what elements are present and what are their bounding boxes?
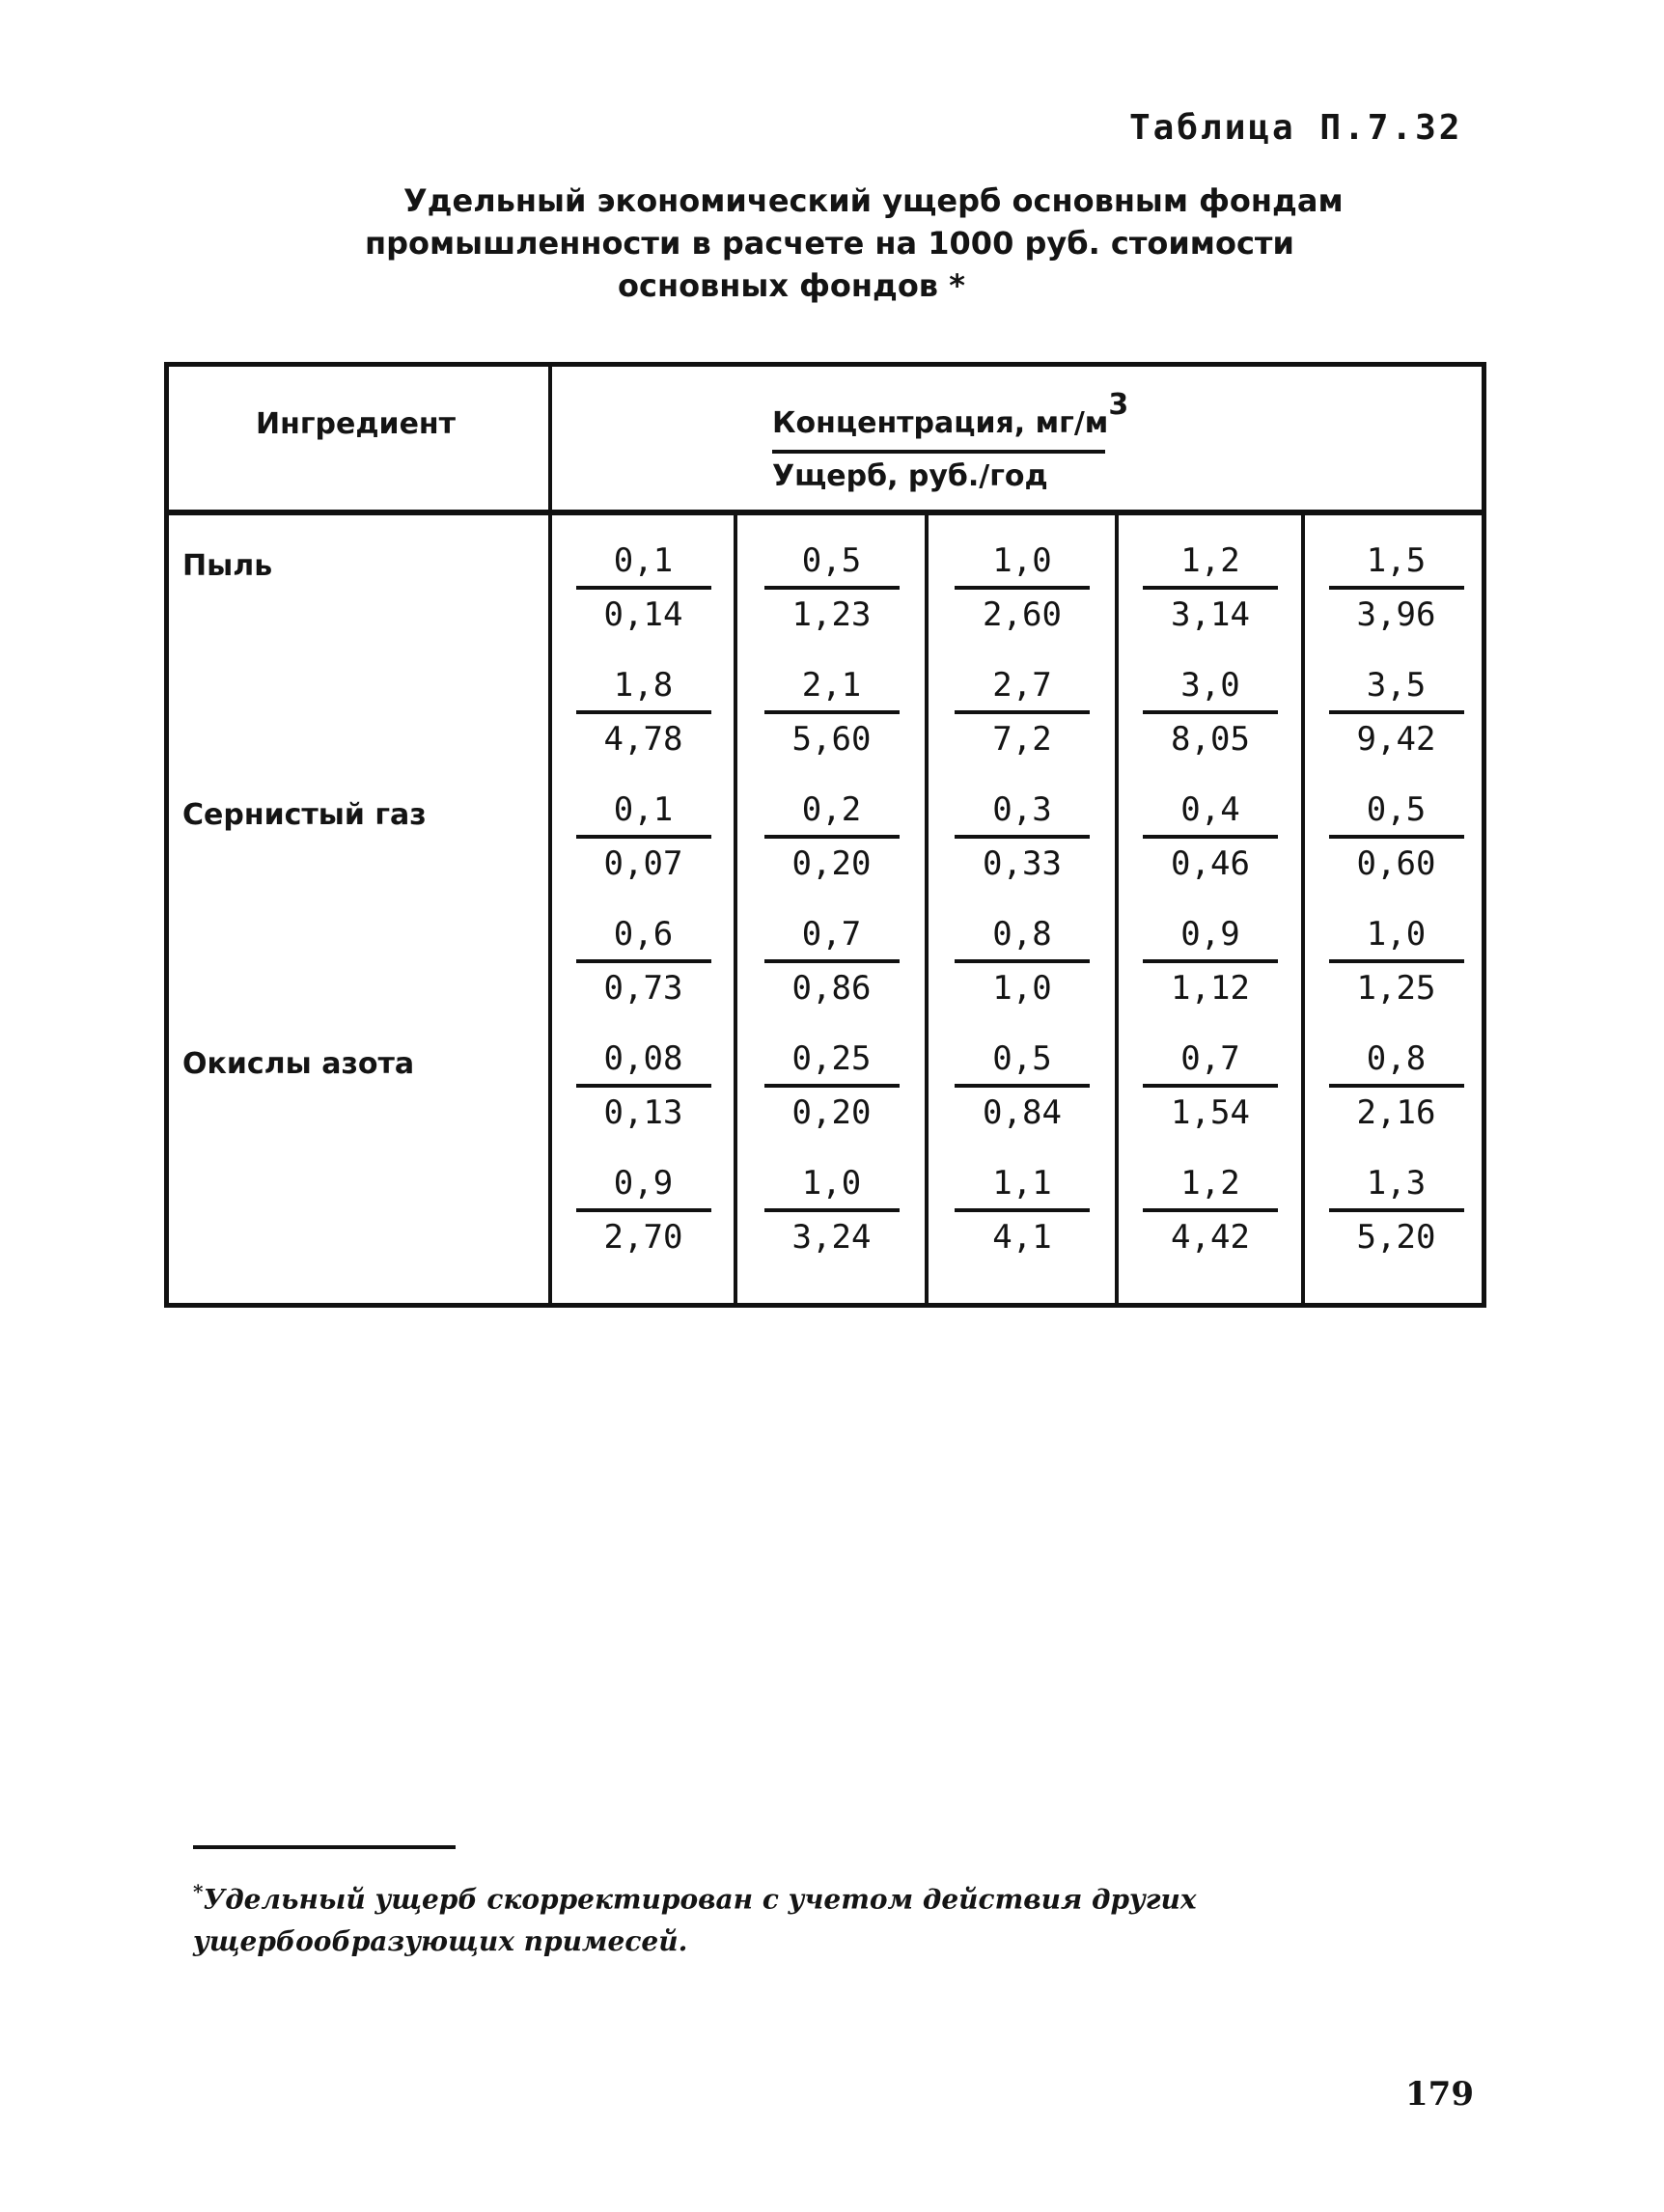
fraction-cell xyxy=(955,790,1090,914)
footnote-text: Удельный ущерб скорректирован с учетом действия других ущербообразующих примесей. xyxy=(193,1883,1197,1958)
damage-value: 9,42 xyxy=(1356,720,1436,759)
fraction-bar xyxy=(1143,1084,1278,1088)
fraction-cell xyxy=(1143,1039,1278,1163)
column-divider xyxy=(548,367,552,1303)
fraction-cell xyxy=(955,1164,1090,1287)
header-fraction-bar xyxy=(772,450,1105,454)
damage-value: 1,23 xyxy=(791,595,872,634)
fraction-cell xyxy=(1143,666,1278,789)
fraction-cell xyxy=(1143,541,1278,665)
concentration-value: 0,6 xyxy=(613,915,674,954)
fraction-cell xyxy=(1143,1164,1278,1287)
concentration-value: 0,08 xyxy=(603,1039,683,1078)
fraction-bar xyxy=(1143,710,1278,714)
damage-value: 2,16 xyxy=(1356,1093,1436,1132)
damage-value: 0,13 xyxy=(603,1093,683,1132)
concentration-value: 0,9 xyxy=(1180,915,1240,954)
fraction-cell xyxy=(764,790,900,914)
damage-value: 3,14 xyxy=(1171,595,1250,634)
fraction-bar xyxy=(764,959,900,963)
concentration-value: 0,2 xyxy=(801,790,862,829)
fraction-cell xyxy=(955,1039,1090,1163)
fraction-cell xyxy=(764,1164,900,1287)
fraction-cell xyxy=(1329,1164,1464,1287)
damage-value: 1,54 xyxy=(1171,1093,1250,1132)
header-concentration-text: Концентрация, мг/м xyxy=(772,406,1109,440)
ingredient-label: Окислы азота xyxy=(182,1047,415,1081)
fraction-bar xyxy=(1143,1208,1278,1212)
footnote xyxy=(193,1870,1448,1963)
concentration-value: 0,5 xyxy=(1366,790,1427,829)
fraction-cell xyxy=(576,666,711,789)
column-divider xyxy=(734,515,737,1303)
fraction-cell xyxy=(576,915,711,1038)
concentration-value: 2,1 xyxy=(801,666,862,705)
column-divider xyxy=(925,515,929,1303)
fraction-bar xyxy=(955,959,1090,963)
damage-value: 3,24 xyxy=(791,1218,872,1257)
fraction-bar xyxy=(955,586,1090,590)
header-ingredient: Ингредиент xyxy=(256,407,457,441)
concentration-value: 1,2 xyxy=(1180,541,1240,580)
damage-value: 0,20 xyxy=(791,1093,872,1132)
fraction-cell xyxy=(955,541,1090,665)
footnote-marker: * xyxy=(193,1880,204,1903)
concentration-value: 1,0 xyxy=(992,541,1052,580)
damage-value: 1,25 xyxy=(1356,969,1436,1008)
concentration-value: 0,8 xyxy=(1366,1039,1427,1078)
fraction-cell xyxy=(764,1039,900,1163)
fraction-cell xyxy=(764,666,900,789)
table-number: Таблица П.7.32 xyxy=(1129,108,1463,148)
fraction-bar xyxy=(1329,835,1464,839)
damage-value: 4,1 xyxy=(992,1218,1052,1257)
damage-value: 0,46 xyxy=(1171,844,1250,883)
fraction-cell xyxy=(1329,915,1464,1038)
concentration-value: 1,3 xyxy=(1366,1164,1427,1203)
concentration-value: 0,1 xyxy=(613,790,674,829)
fraction-cell xyxy=(1143,790,1278,914)
fraction-bar xyxy=(576,1084,711,1088)
footnote-rule xyxy=(193,1845,456,1849)
fraction-bar xyxy=(764,710,900,714)
header-concentration-exponent: 3 xyxy=(1108,388,1129,422)
damage-value: 7,2 xyxy=(992,720,1052,759)
damage-value: 0,07 xyxy=(603,844,683,883)
fraction-bar xyxy=(764,835,900,839)
damage-value: 3,96 xyxy=(1356,595,1436,634)
fraction-bar xyxy=(955,710,1090,714)
header-separator xyxy=(169,510,1482,515)
ingredient-label: Пыль xyxy=(182,549,273,583)
damage-value: 0,33 xyxy=(983,844,1062,883)
concentration-value: 1,0 xyxy=(801,1164,862,1203)
concentration-value: 0,4 xyxy=(1180,790,1240,829)
table-caption xyxy=(347,180,1344,307)
concentration-value: 3,5 xyxy=(1366,666,1427,705)
fraction-bar xyxy=(1143,959,1278,963)
damage-value: 0,14 xyxy=(603,595,683,634)
damage-value: 4,78 xyxy=(603,720,683,759)
header-concentration xyxy=(772,388,1129,440)
damage-value: 0,84 xyxy=(983,1093,1062,1132)
fraction-cell xyxy=(1329,541,1464,665)
damage-value: 1,0 xyxy=(992,969,1052,1008)
damage-value: 2,70 xyxy=(603,1218,683,1257)
page-number: 179 xyxy=(1405,2075,1474,2114)
concentration-value: 0,5 xyxy=(801,541,862,580)
concentration-value: 0,5 xyxy=(992,1039,1052,1078)
fraction-bar xyxy=(1143,586,1278,590)
column-divider xyxy=(1301,515,1305,1303)
damage-value: 0,20 xyxy=(791,844,872,883)
fraction-bar xyxy=(576,586,711,590)
damage-value: 0,60 xyxy=(1356,844,1436,883)
damage-value: 2,60 xyxy=(983,595,1062,634)
ingredient-label: Сернистый газ xyxy=(182,798,427,832)
fraction-bar xyxy=(955,1084,1090,1088)
damage-value: 0,86 xyxy=(791,969,872,1008)
damage-table xyxy=(164,362,1486,1308)
fraction-bar xyxy=(576,1208,711,1212)
damage-value: 4,42 xyxy=(1171,1218,1250,1257)
damage-value: 0,73 xyxy=(603,969,683,1008)
concentration-value: 1,5 xyxy=(1366,541,1427,580)
concentration-value: 1,0 xyxy=(1366,915,1427,954)
damage-value: 5,20 xyxy=(1356,1218,1436,1257)
fraction-cell xyxy=(955,666,1090,789)
damage-value: 8,05 xyxy=(1171,720,1250,759)
fraction-bar xyxy=(955,1208,1090,1212)
fraction-cell xyxy=(576,1039,711,1163)
fraction-bar xyxy=(764,1084,900,1088)
concentration-value: 0,25 xyxy=(791,1039,872,1078)
fraction-cell xyxy=(576,790,711,914)
fraction-cell xyxy=(955,915,1090,1038)
concentration-value: 0,3 xyxy=(992,790,1052,829)
fraction-cell xyxy=(1329,790,1464,914)
fraction-cell xyxy=(576,1164,711,1287)
fraction-cell xyxy=(764,541,900,665)
fraction-bar xyxy=(576,835,711,839)
caption-line-1: Удельный экономический ущерб основным фондам xyxy=(403,182,1344,219)
fraction-cell xyxy=(1143,915,1278,1038)
fraction-bar xyxy=(1329,586,1464,590)
fraction-bar xyxy=(1143,835,1278,839)
fraction-bar xyxy=(576,710,711,714)
column-divider xyxy=(1115,515,1119,1303)
concentration-value: 0,9 xyxy=(613,1164,674,1203)
header-damage: Ущерб, руб./год xyxy=(772,459,1048,493)
fraction-bar xyxy=(1329,1208,1464,1212)
fraction-cell xyxy=(764,915,900,1038)
concentration-value: 2,7 xyxy=(992,666,1052,705)
fraction-cell xyxy=(576,541,711,665)
fraction-bar xyxy=(1329,1084,1464,1088)
fraction-bar xyxy=(1329,710,1464,714)
damage-value: 1,12 xyxy=(1171,969,1250,1008)
caption-line-3: основных фондов * xyxy=(618,267,965,304)
fraction-bar xyxy=(764,1208,900,1212)
fraction-bar xyxy=(764,586,900,590)
fraction-cell xyxy=(1329,666,1464,789)
concentration-value: 1,8 xyxy=(613,666,674,705)
fraction-bar xyxy=(955,835,1090,839)
fraction-bar xyxy=(576,959,711,963)
concentration-value: 0,8 xyxy=(992,915,1052,954)
concentration-value: 1,2 xyxy=(1180,1164,1240,1203)
concentration-value: 0,7 xyxy=(1180,1039,1240,1078)
concentration-value: 0,1 xyxy=(613,541,674,580)
concentration-value: 0,7 xyxy=(801,915,862,954)
fraction-bar xyxy=(1329,959,1464,963)
fraction-cell xyxy=(1329,1039,1464,1163)
caption-line-2: промышленности в расчете на 1000 руб. стоимости xyxy=(365,225,1294,262)
concentration-value: 3,0 xyxy=(1180,666,1240,705)
damage-value: 5,60 xyxy=(791,720,872,759)
concentration-value: 1,1 xyxy=(992,1164,1052,1203)
